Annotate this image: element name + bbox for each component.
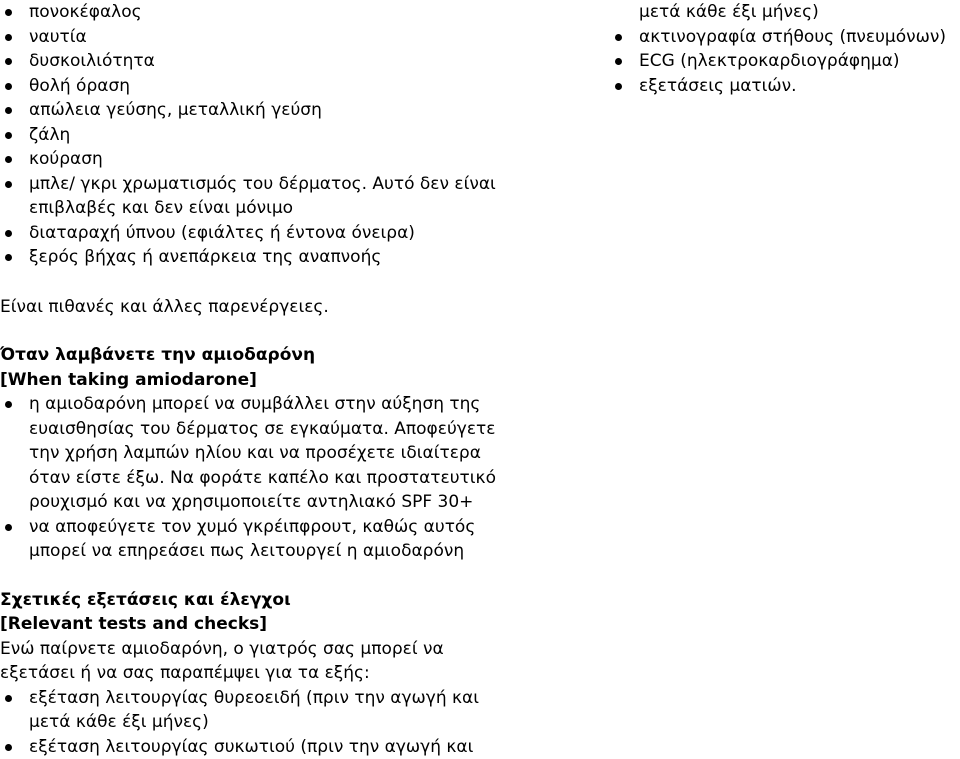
list-item: να αποφεύγετε τον χυμό γκρέιπφρουτ, καθώς αυτός μπορεί να επηρεάσει πως λειτουργεί η αμιοδαρόνη bbox=[0, 515, 497, 564]
other-side-effects-note: Είναι πιθανές και άλλες παρενέργειες. bbox=[0, 296, 329, 317]
tests-list bbox=[0, 686, 520, 759]
list-item: ξερός βήχας ή ανεπάρκεια της αναπνοής bbox=[0, 245, 520, 270]
side-effects-list bbox=[0, 0, 520, 270]
when-taking-section bbox=[0, 343, 520, 564]
list-item: εξέταση λειτουργίας συκωτιού (πριν την αγωγή και bbox=[0, 735, 520, 759]
tests-list-continued bbox=[610, 0, 960, 98]
list-item: μπλε/ γκρι χρωματισμός του δέρματος. Αυτό δεν είναι επιβλαβές και δεν είναι μόνιμο bbox=[0, 172, 509, 221]
list-item: εξέταση λειτουργίας θυρεοειδή (πριν την αγωγή και μετά κάθε έξι μήνες) bbox=[0, 686, 499, 735]
right-column bbox=[610, 0, 960, 98]
list-item: ακτινογραφία στήθους (πνευμόνων) bbox=[610, 25, 960, 50]
section-heading-greek: Όταν λαμβάνετε την αμιοδαρόνη bbox=[0, 345, 316, 365]
section-heading-greek: Σχετικές εξετάσεις και έλεγχοι bbox=[0, 589, 291, 610]
list-item: η αμιοδαρόνη μπορεί να συμβάλλει στην αύξηση της ευαισθησίας του δέρματος σε εγκαύματα. Αποφεύγετε την χρήση λαμπών ηλίου και να προσέχετε ιδιαίτερα όταν είστε έξω. Να φοράτε καπέλο και προστατευτικό ρουχισμό και να χρησιμοποιείτε αντηλιακό SPF 30+ bbox=[0, 392, 497, 515]
when-taking-list bbox=[0, 392, 520, 564]
list-item: κούραση bbox=[0, 147, 520, 172]
list-item-continuation: μετά κάθε έξι μήνες) bbox=[639, 2, 819, 22]
list-item: διαταραχή ύπνου (εφιάλτες ή έντονα όνειρα) bbox=[0, 221, 520, 246]
list-item: ναυτία bbox=[0, 25, 520, 50]
list-item: εξετάσεις ματιών. bbox=[610, 74, 960, 99]
tests-intro: Ενώ παίρνετε αμιοδαρόνη, ο γιατρός σας μπορεί να εξετάσει ή να σας παραπέμψει για τα εξής: bbox=[0, 638, 444, 683]
list-item: ζάλη bbox=[0, 123, 520, 148]
list-item: πονοκέφαλος bbox=[0, 0, 520, 25]
list-item: θολή όραση bbox=[0, 74, 520, 99]
list-item: δυσκοιλιότητα bbox=[0, 49, 520, 74]
section-heading-english: [When taking amiodarone] bbox=[0, 369, 257, 390]
list-item: ECG (ηλεκτροκαρδιογράφημα) bbox=[610, 49, 960, 74]
section-heading-english: [Relevant tests and checks] bbox=[0, 614, 268, 634]
tests-section bbox=[0, 588, 520, 759]
list-item: απώλεια γεύσης, μεταλλική γεύση bbox=[0, 98, 520, 123]
